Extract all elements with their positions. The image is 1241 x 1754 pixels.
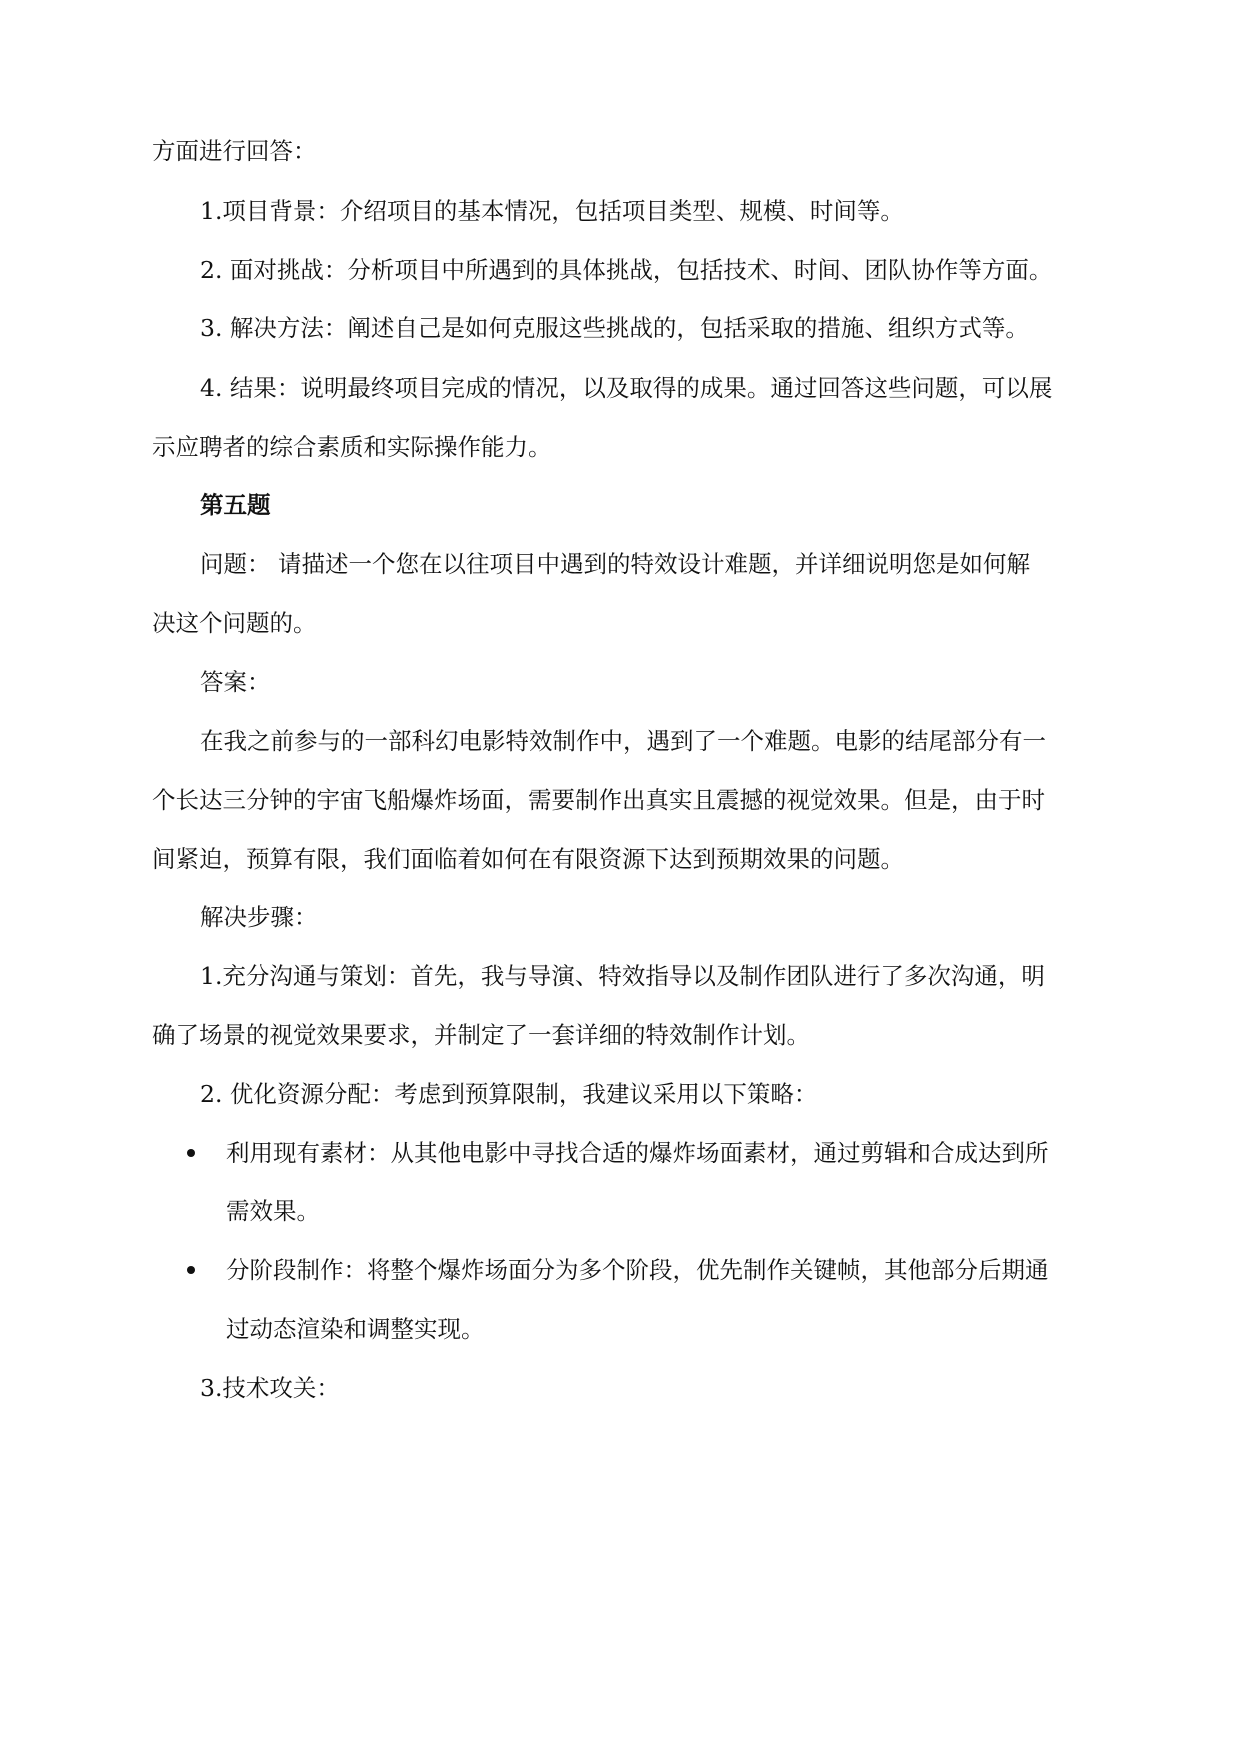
answer-para-line-2: 个长达三分钟的宇宙飞船爆炸场面，需要制作出真实且震撼的视觉效果。但是，由于时 <box>152 786 1045 814</box>
point-project-background: 1.项目背景：介绍项目的基本情况，包括项目类型、规模、时间等。 <box>200 197 904 225</box>
bullet-1-line-1: 利用现有素材：从其他电影中寻找合适的爆炸场面素材，通过剪辑和合成达到所 <box>226 1139 1049 1167</box>
answer-label: 答案： <box>200 668 271 696</box>
question-line-2: 决这个问题的。 <box>152 609 317 637</box>
section-title: 第五题 <box>200 491 271 519</box>
step1-line-1: 1.充分沟通与策划：首先，我与导演、特效指导以及制作团队进行了多次沟通，明 <box>200 962 1045 990</box>
bullet-dot <box>187 1266 195 1274</box>
step2-text: 2. 优化资源分配：考虑到预算限制，我建议采用以下策略： <box>200 1080 818 1108</box>
question-line-1: 问题： 请描述一个您在以往项目中遇到的特效设计难题，并详细说明您是如何解 <box>200 550 1030 578</box>
bullet-1-line-2: 需效果。 <box>226 1197 320 1225</box>
bullet-dot <box>187 1149 195 1157</box>
answer-para-line-1: 在我之前参与的一部科幻电影特效制作中，遇到了一个难题。电影的结尾部分有一 <box>200 727 1046 755</box>
bullet-2-line-1: 分阶段制作：将整个爆炸场面分为多个阶段，优先制作关键帧，其他部分后期通 <box>226 1256 1049 1284</box>
point-solutions: 3. 解决方法：阐述自己是如何克服这些挑战的，包括采取的措施、组织方式等。 <box>200 314 1029 342</box>
point-results: 4. 结果：说明最终项目完成的情况，以及取得的成果。通过回答这些问题，可以展 <box>200 374 1053 402</box>
step1-line-2: 确了场景的视觉效果要求，并制定了一套详细的特效制作计划。 <box>152 1021 810 1049</box>
step3-text: 3.技术攻关： <box>200 1374 340 1402</box>
intro-tail-text: 方面进行回答： <box>152 137 317 165</box>
point-results-continued: 示应聘者的综合素质和实际操作能力。 <box>152 433 552 461</box>
bullet-2-line-2: 过动态渲染和调整实现。 <box>226 1315 485 1343</box>
answer-para-line-3: 间紧迫，预算有限，我们面临着如何在有限资源下达到预期效果的问题。 <box>152 845 904 873</box>
steps-label: 解决步骤： <box>200 903 318 931</box>
point-challenges: 2. 面对挑战：分析项目中所遇到的具体挑战，包括技术、时间、团队协作等方面。 <box>200 256 1053 284</box>
